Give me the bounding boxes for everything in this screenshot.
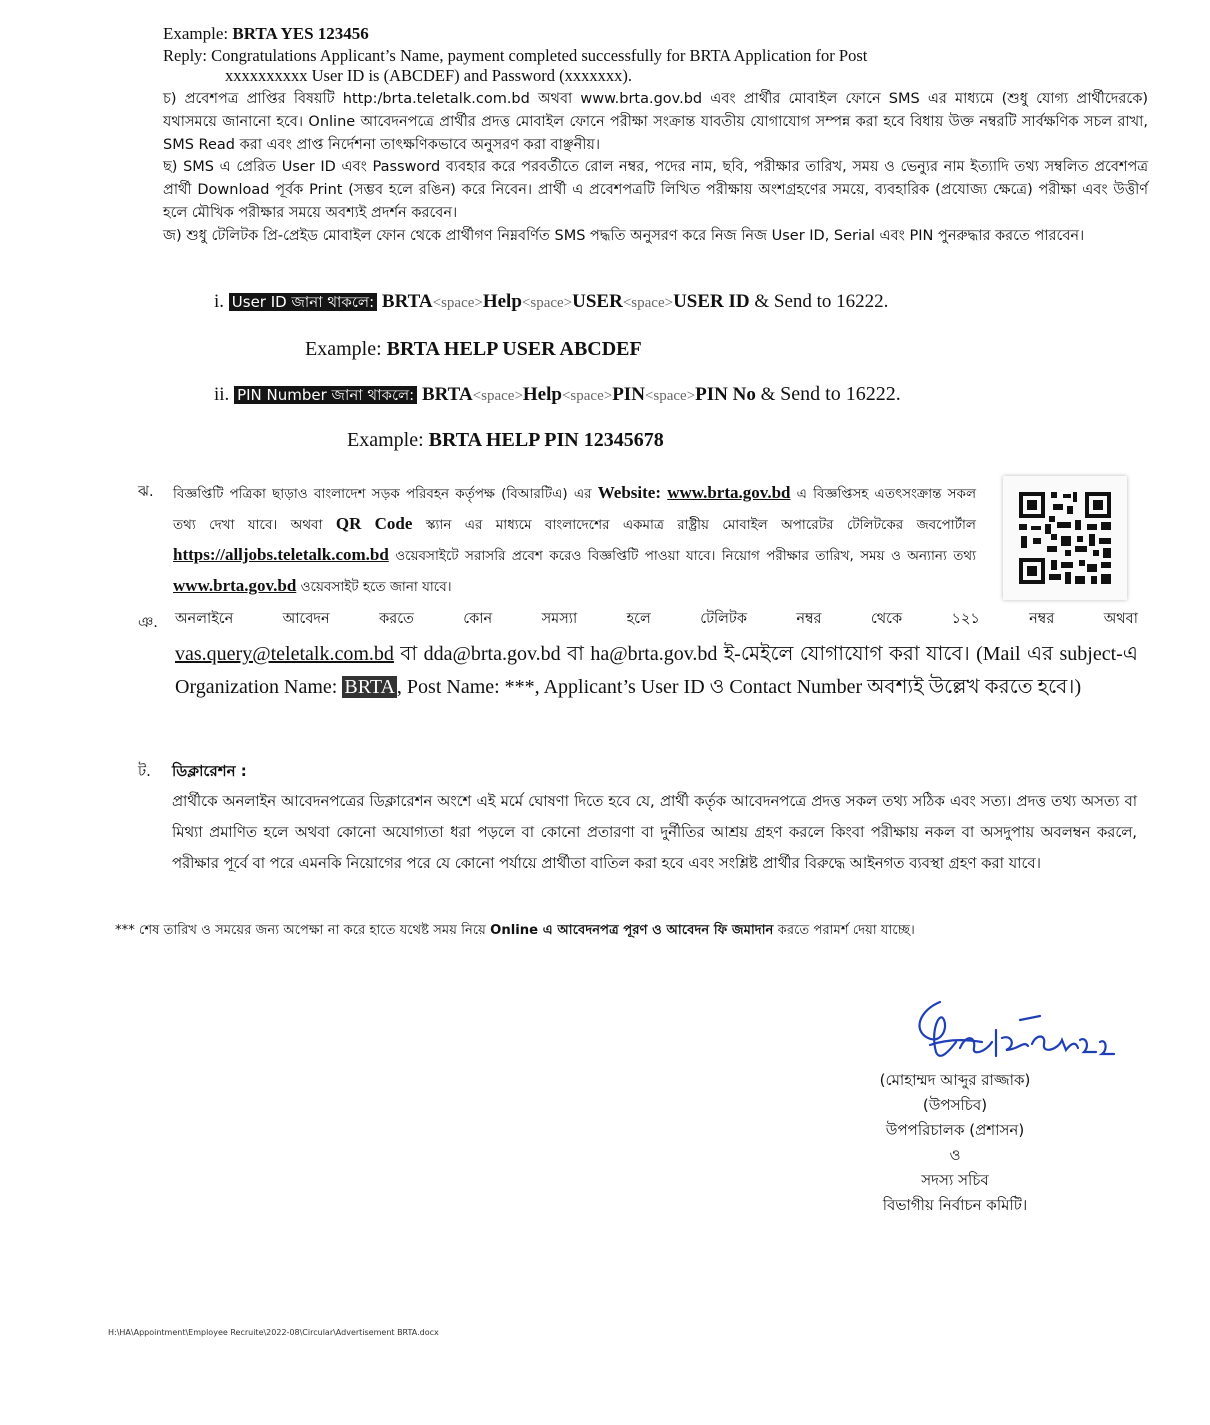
cmd-word: USER [572,291,623,312]
marker-jha: ঝ. [138,484,154,500]
advisory-note [115,920,1125,942]
help-user-example [305,338,642,361]
note-text: *** শেষ তারিখ ও সময়ের জন্য অপেক্ষা না করে হাতে যথেষ্ট সময় নিয়ে [115,923,486,938]
website-label: Website: [597,483,662,502]
example-label: Example: [163,24,229,43]
example-label: Example: [347,429,424,451]
cmd-word: PIN [612,384,645,405]
qr-code-image [1003,476,1127,600]
help-pin-label: PIN Number জানা থাকলে: [234,386,417,404]
jha-text: স্ক্যান এর মাধ্যমে বাংলাদেশের একমাত্র রাষ্ট্রীয় মোবাইল অপারেটর টেলিটকের জবপোর্টাল [425,517,976,533]
note-text: করতে পরামর্শ দেয়া যাচ্ছে। [777,923,915,938]
declaration-body: প্রার্থীকে অনলাইন আবেদনপত্রের ডিক্লারেশন অংশে এই মর্মে ঘোষণা দিতে হবে যে, প্রার্থী কর্তৃক আবেদনপত্রে প্রদত্ত সকল তথ্য সঠিক এবং সত্য। প্রদত্ত তথ্য অসত্য বা মিথ্যা প্রমাণিত হলে অথবা কোনো অযোগ্যতা ধরা পড়লে বা কোনো প্রতারণা বা দুর্নীতির আশ্রয় গ্রহণ করলে কিংবা পরীক্ষায় নকল বা অসদুপায় অবলম্বন করলে, পরীক্ষার পূর্বে বা পরে এমনকি নিয়োগের পরে যে কোনো পর্যায়ে প্রার্থীতা বাতিল করা হবে এবং সংশ্লিষ্ট প্রার্থীর বিরুদ্ধে আইনগত ব্যবস্থা গ্রহণ করা যাবে। [172,793,1137,872]
cmd-word: BRTA [381,291,433,312]
example-value: BRTA HELP USER ABCDEF [386,338,642,360]
website-link[interactable]: www.brta.gov.bd [667,483,791,502]
jha-text: ওয়েবসাইট হতে জানা যাবে। [300,579,452,595]
cmd-word: PIN No [695,384,756,405]
help-user-line [214,291,888,316]
signatory-title: (উপসচিব) [922,1096,988,1114]
help-user-label: User ID জানা থাকলে: [229,293,377,311]
space-token: <space> [472,388,523,404]
help-pin-example [347,429,664,452]
declaration-heading: ডিক্লারেশন : [172,762,247,780]
reply-line1: Congratulations Applicant’s Name, payment completed successfully for BRTA Application for Post [211,46,868,65]
reply-block [163,46,1063,86]
space-token: <space> [644,388,696,404]
nya-line1 [175,608,1138,632]
paragraph-cha: চ) প্রবেশপত্র প্রাপ্তির বিষয়টি http:/brta.teletalk.com.bd অথবা www.brta.gov.bd এবং প্রার্থীর মোবাইল ফোনে SMS এর মাধ্যমে (শুধু যোগ্য প্রার্থীদেরকে) যথাসময়ে জানানো হবে। Online আবেদনপত্রে প্রার্থীর প্রদত্ত মোবাইল ফোনে পরীক্ষা সংক্রান্ত যাবতীয় যোগাযোগ সম্পন্ন করা হবে বিধায় উক্ত নম্বরটি সার্বক্ষণিক সচল রাখা, SMS Read করা এবং প্রাপ্ত নির্দেশনা তাৎক্ষণিকভাবে অনুসরণ করা বাঞ্ছনীয়। [163,91,1148,153]
cmd-word: USER ID [673,291,750,312]
marker-nya: ঞ. [138,615,158,631]
nya-text: বা dda@brta.gov.bd বা ha@brta.gov.bd ই-মেইলে যোগাযোগ করা যাবে। (Mail এর subject-এ Organization Name: [175,643,1139,698]
jha-text: এ বিজ্ঞপ্তিসহ এতৎসংক্রান্ত সকল তথ্য দেখা যাবে। অথবা [173,486,977,533]
nya-word: অনলাইনে [175,611,234,627]
note-bold: Online এ আবেদনপত্র পূরণ ও আবেদন ফি জমাদান [490,923,774,938]
cmd-word: BRTA [421,384,473,405]
reply-label: Reply: [163,46,207,65]
paragraph-chha: ছ) SMS এ প্রেরিত User ID এবং Password ব্যবহার করে পরবর্তীতে রোল নম্বর, পদের নাম, ছবি, পরীক্ষার তারিখ, সময় ও ভেন্যুর নাম ইত্যাদি তথ্য সম্বলিত প্রবেশপত্র প্রার্থী Download পূর্বক Print (সম্ভব হলে রঙিন) করে নিবেন। প্রার্থী এ প্রবেশপত্রটি লিখিত পরীক্ষায় অংশগ্রহণের সময়ে, ব্যবহারিক (প্রযোজ্য ক্ষেত্রে) পরীক্ষা এবং উত্তীর্ণ হলে মৌখিক পরীক্ষার সময়ে অবশ্যই প্রদর্শন করবেন। [163,159,1148,221]
jha-text: বিজ্ঞপ্তিটি পত্রিকা ছাড়াও বাংলাদেশ সড়ক পরিবহন কর্তৃপক্ষ (বিআরটিএ) এর [173,486,592,502]
space-token: <space> [561,388,613,404]
org-highlight: BRTA [344,676,395,698]
help-pin-num: ii. [214,384,230,405]
nya-word: হলে [626,611,651,627]
space-token: <space> [521,295,573,311]
qr-code-label: QR Code [335,514,413,533]
nya-word: অথবা [1103,611,1138,627]
example-value: BRTA HELP PIN 12345678 [428,429,664,451]
nya-word: করতে [379,611,414,627]
nya-word: টেলিটক [700,611,747,627]
nya-word: আবেদন [282,611,330,627]
footer-file-path: H:\HA\Appointment\Employee Recruite\2022-08\Circular\Advertisement BRTA.docx [108,1328,439,1337]
nya-word: নম্বর [796,611,822,627]
cmd-word: Help [522,384,562,405]
help-user-tail: & Send to 16222. [754,291,889,312]
signatory-role: উপপরিচালক (প্রশাসন) [885,1121,1025,1139]
paragraph-jha [173,478,976,602]
signature-block [850,1068,1060,1218]
help-pin-tail: Send to 16222. [780,383,901,405]
signatory-member: সদস্য সচিব [921,1171,989,1189]
space-token: <space> [622,295,674,311]
paragraph-ja: জ) শুধু টেলিটক প্রি-প্রেইড মোবাইল ফোন থেকে প্রার্থীগণ নিম্নবর্ণিত SMS পদ্ধতি অনুসরণ করে নিজ নিজ User ID, Serial এবং PIN পুনরুদ্ধার করতে পারবেন। [163,228,1085,244]
help-pin-line [214,383,901,409]
help-user-num: i. [214,291,225,312]
help-pin-amp: & [760,384,776,405]
nya-word: থেকে [870,611,903,627]
space-token: <space> [432,295,483,311]
alljobs-link[interactable]: https://alljobs.teletalk.com.bd [173,545,389,564]
example-value: BRTA YES 123456 [232,24,369,43]
signatory-committee: বিভাগীয় নির্বাচন কমিটি। [882,1196,1028,1214]
nya-word: ১২১ [951,611,980,627]
email-link[interactable]: vas.query@teletalk.com.bd [175,643,394,665]
signatory-name: (মোহাম্মদ আব্দুর রাজ্জাক) [879,1071,1031,1089]
qr-code-icon [1003,476,1127,600]
jha-text: ওয়েবসাইটে সরাসরি প্রবেশ করেও বিজ্ঞপ্তিটি পাওয়া যাবে। নিয়োগ পরীক্ষার তারিখ, সময় ও অন্যান্য তথ্য [395,548,976,564]
cmd-word: Help [482,291,522,312]
nya-text: , Post Name: ***, Applicant’s User ID ও Contact Number অবশ্যই উল্লেখ করতে হবে।) [396,676,1082,698]
website-link-2[interactable]: www.brta.gov.bd [173,576,297,595]
nya-word: সমস্যা [541,611,578,627]
paragraph-nya [175,638,1138,704]
example-label: Example: [305,338,382,360]
declaration-marker: ট. [138,762,151,780]
reply-line2: xxxxxxxxxx User ID is (ABCDEF) and Password (xxxxxxx). [225,66,632,85]
nya-word: কোন [463,611,493,627]
top-example [163,24,369,44]
nya-word: নম্বর [1029,611,1055,627]
signatory-and: ও [949,1146,961,1164]
